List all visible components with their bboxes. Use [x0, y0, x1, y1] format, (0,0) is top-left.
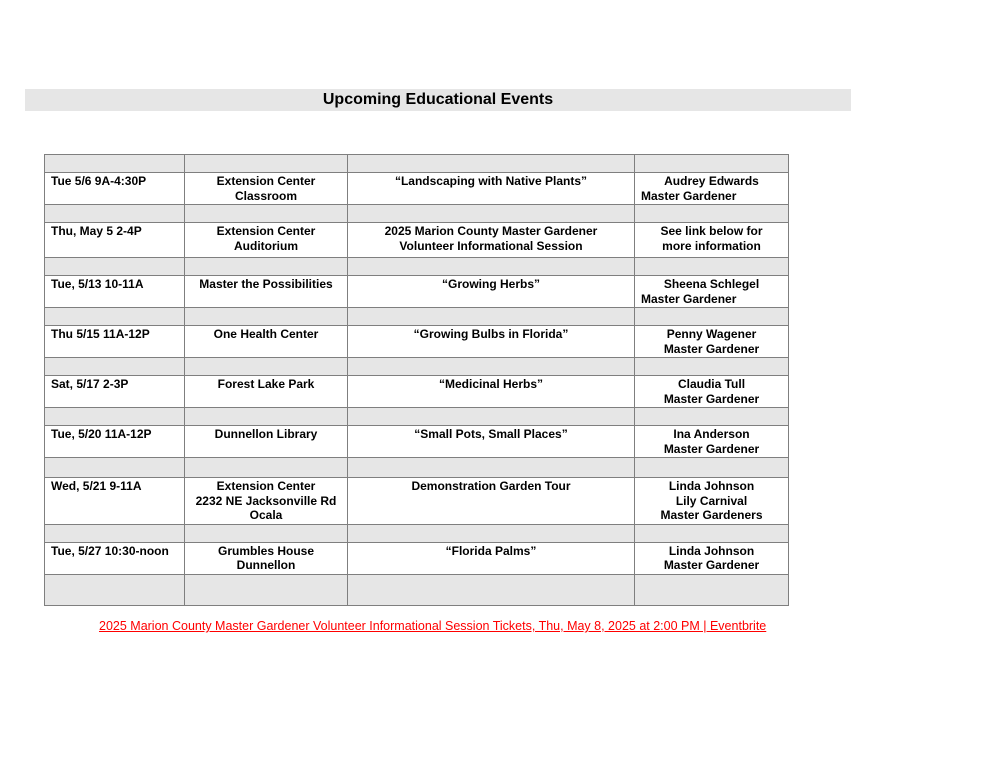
event-location: Forest Lake Park	[185, 376, 348, 408]
event-topic: Demonstration Garden Tour	[348, 478, 635, 525]
event-row	[45, 173, 789, 205]
event-presenter: Audrey Edwards Master Gardener	[635, 173, 789, 205]
event-row	[45, 478, 789, 525]
event-presenter: Penny Wagener Master Gardener	[635, 326, 789, 358]
event-topic: “Growing Bulbs in Florida”	[348, 326, 635, 358]
spacer-row	[45, 524, 789, 542]
event-date: Tue, 5/20 11A-12P	[45, 426, 185, 458]
event-row	[45, 326, 789, 358]
event-date: Tue 5/6 9A-4:30P	[45, 173, 185, 205]
event-presenter: Sheena Schlegel Master Gardener	[635, 276, 789, 308]
event-location: Grumbles House Dunnellon	[185, 542, 348, 574]
event-location: Extension Center Auditorium	[185, 223, 348, 258]
event-topic: “Small Pots, Small Places”	[348, 426, 635, 458]
event-row	[45, 276, 789, 308]
spacer-row	[45, 458, 789, 478]
event-row	[45, 542, 789, 574]
event-presenter: Claudia Tull Master Gardener	[635, 376, 789, 408]
event-location: Extension Center 2232 NE Jacksonville Rd Ocala	[185, 478, 348, 525]
spacer-row	[45, 574, 789, 605]
spacer-row	[45, 258, 789, 276]
spacer-row	[45, 358, 789, 376]
event-presenter: Ina Anderson Master Gardener	[635, 426, 789, 458]
eventbrite-link[interactable]: 2025 Marion County Master Gardener Volunteer Informational Session Tickets, Thu, May 8, 2025 at 2:00 PM | Eventbrite	[99, 619, 767, 633]
event-date: Wed, 5/21 9-11A	[45, 478, 185, 525]
event-location: One Health Center	[185, 326, 348, 358]
spacer-row	[45, 205, 789, 223]
event-presenter-note: See link below for more information	[635, 223, 789, 258]
event-presenter: Linda Johnson Lily Carnival Master Gardeners	[635, 478, 789, 525]
event-date: Tue, 5/13 10-11A	[45, 276, 185, 308]
spacer-row	[45, 155, 789, 173]
event-date: Tue, 5/27 10:30-noon	[45, 542, 185, 574]
events-table	[44, 154, 789, 606]
event-date: Thu 5/15 11A-12P	[45, 326, 185, 358]
event-topic-special: 2025 Marion County Master Gardener Volunteer Informational Session	[348, 223, 635, 258]
event-row	[45, 376, 789, 408]
page-title: Upcoming Educational Events	[322, 91, 554, 108]
event-row	[45, 426, 789, 458]
event-topic: “Medicinal Herbs”	[348, 376, 635, 408]
event-row	[45, 223, 789, 258]
event-location: Master the Possibilities	[185, 276, 348, 308]
event-topic: “Florida Palms”	[348, 542, 635, 574]
event-location: Extension Center Classroom	[185, 173, 348, 205]
event-date: Sat, 5/17 2-3P	[45, 376, 185, 408]
title-bar	[25, 89, 851, 111]
event-topic: “Growing Herbs”	[348, 276, 635, 308]
event-date: Thu, May 5 2-4P	[45, 223, 185, 258]
spacer-row	[45, 408, 789, 426]
spacer-row	[45, 308, 789, 326]
event-presenter: Linda Johnson Master Gardener	[635, 542, 789, 574]
event-location: Dunnellon Library	[185, 426, 348, 458]
event-topic: “Landscaping with Native Plants”	[348, 173, 635, 205]
